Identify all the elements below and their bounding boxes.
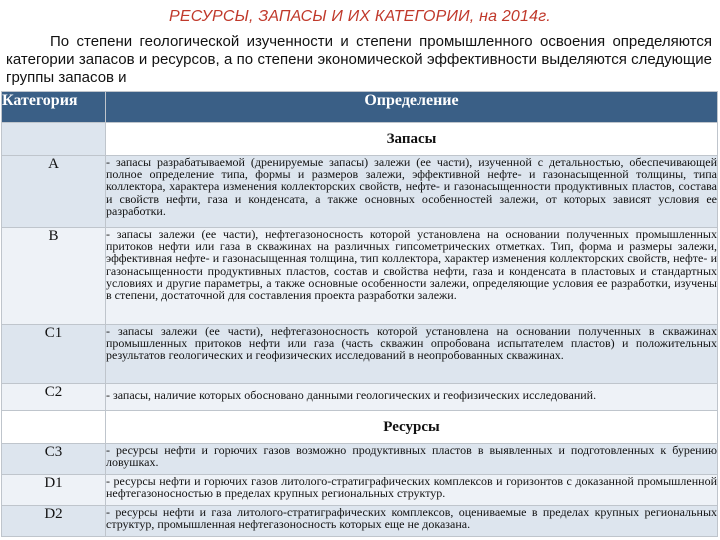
- category-definition: - ресурсы нефти и горючих газов возможно продуктивных пластов в выявленных и подготовленных к бурению ловушках.: [106, 444, 718, 475]
- category-code: B: [2, 228, 106, 325]
- section-spacer-cell: [2, 411, 106, 444]
- category-definition: - запасы залежи (ее части), нефтегазоносность которой установлена на основании полученных промышленных притоков нефти или газа в скважинах на различных гипсометрических отметках. Тип, форма и размеры залежи, эффективная нефте- и газонасыщенная толщина, тип коллектора, характер изменения коллекторских свойств, нефте- и газонасыщенности продуктивных пластов, состав и свойства нефти, газа и конденсата в пластовых и стандартных условиях и другие параметры, а также основные особенности залежи, определяющие условия ее разработки, изучены в степени, достаточной для составления проекта разработки залежи.: [106, 228, 718, 325]
- table-row: [2, 475, 718, 506]
- category-code: C2: [2, 384, 106, 411]
- section-row-reserves: [2, 123, 718, 156]
- category-code: D1: [2, 475, 106, 506]
- header-definition: Определение: [106, 92, 718, 123]
- section-spacer-cell: [2, 123, 106, 156]
- table-header-row: [2, 92, 718, 123]
- category-definition: - запасы залежи (ее части), нефтегазоносность которой установлена на основании полученных в скважинах промышленных притоков нефти или газа (часть скважин опробована испытателем пластов) и положительных результатов геологических и геофизических исследований в неопробованных скважинах.: [106, 325, 718, 384]
- table-row: [2, 384, 718, 411]
- section-row-resources: [2, 411, 718, 444]
- table-row: [2, 228, 718, 325]
- section-label-reserves: Запасы: [106, 123, 718, 156]
- table-row: [2, 444, 718, 475]
- page-title: РЕСУРСЫ, ЗАПАСЫ И ИХ КАТЕГОРИИ, на 2014г.: [169, 8, 551, 25]
- intro-paragraph: [6, 33, 712, 87]
- category-code: C3: [2, 444, 106, 475]
- section-label-resources: Ресурсы: [106, 411, 718, 444]
- table-row: [2, 506, 718, 537]
- category-definition: - ресурсы нефти и горючих газов литолого-стратиграфических комплексов и горизонтов с доказанной промышленной нефтегазоносностью в пределах крупных региональных структур.: [106, 475, 718, 506]
- table-row: [2, 156, 718, 228]
- category-definition: - запасы, наличие которых обосновано данными геологических и геофизических исследований.: [106, 384, 718, 411]
- category-code: D2: [2, 506, 106, 537]
- category-code: A: [2, 156, 106, 228]
- table-row: [2, 325, 718, 384]
- category-definition: - ресурсы нефти и газа литолого-стратиграфических комплексов, оцениваемые в пределах крупных региональных структур, промышленная нефтегазоносность которых еще не доказана.: [106, 506, 718, 537]
- intro-text: По степени геологической изученности и степени промышленного освоения определяются категории запасов и ресурсов, а по степени экономической эффективности выделяются следующие группы запасов и: [6, 33, 712, 86]
- header-category: Категория: [2, 92, 106, 123]
- category-definition: - запасы разрабатываемой (дренируемые запасы) залежи (ее части), изученной с детальностью, обеспечивающей полное определение типа, формы и размеров залежи, эффективной нефте- и газонасыщенной толщины, типа коллектора, характера изменения коллекторских свойств, нефте- и газонасыщенности продуктивных пластов, состава и свойств нефти, газа и конденсата, а также основных особенностей залежи, от которых зависят условия ее разработки.: [106, 156, 718, 228]
- category-code: C1: [2, 325, 106, 384]
- categories-table: [1, 91, 718, 537]
